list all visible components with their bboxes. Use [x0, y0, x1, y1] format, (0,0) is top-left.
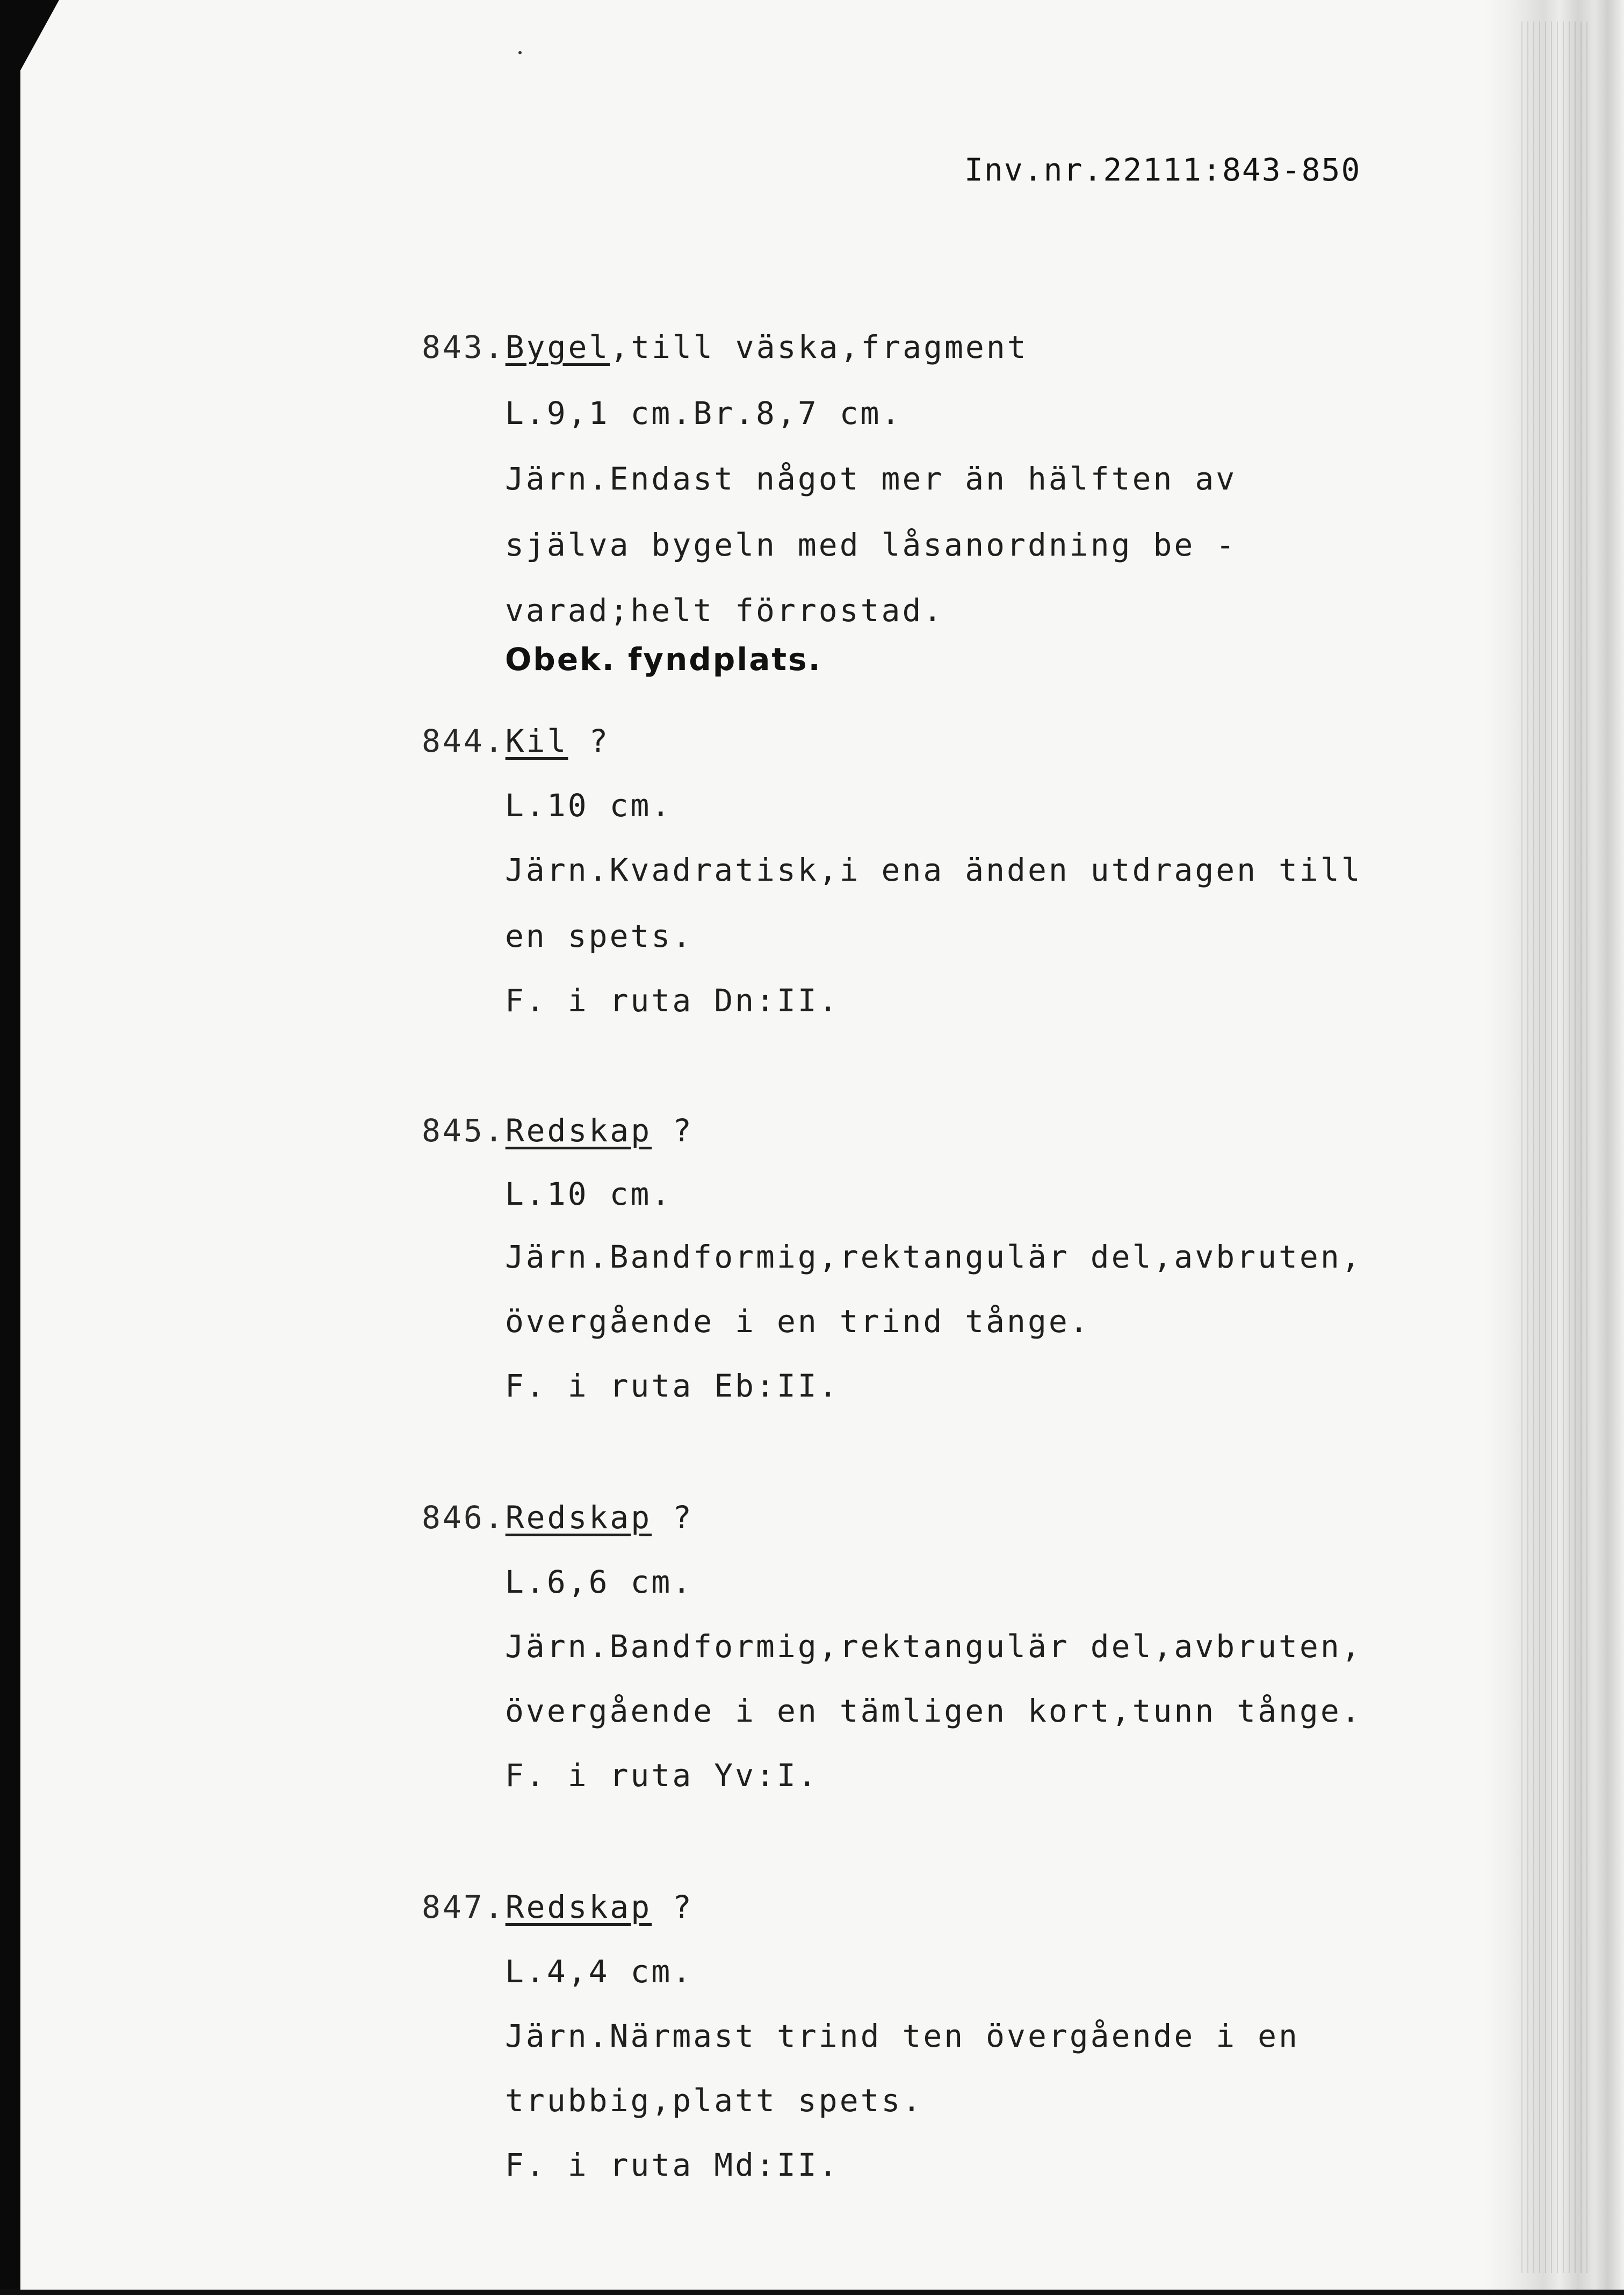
- scan-edge-corner: [0, 0, 59, 70]
- entry-number: 845.: [422, 1112, 506, 1149]
- entry-title-rest: ?: [568, 723, 610, 759]
- entry-findspot: Obek. fyndplats.: [505, 641, 822, 678]
- ink-speck: [518, 51, 522, 54]
- entry-description-line: trubbig,platt spets.: [505, 2082, 923, 2119]
- entry-description-line: övergående i en trind tånge.: [505, 1303, 1091, 1340]
- entry-title: [422, 723, 610, 759]
- entry-description-line: Järn.Bandformig,rektangulär del,avbruten,: [505, 1628, 1362, 1665]
- inventory-number-header: Inv.nr.22111:843-850: [964, 152, 1361, 188]
- entry-title: [422, 1889, 694, 1925]
- entry-number: 846.: [422, 1499, 506, 1536]
- entry-object-name: Redskap: [505, 1112, 652, 1149]
- entry-measurements: L.4,4 cm.: [505, 1953, 694, 1990]
- entry-findspot: F. i ruta Dn:II.: [505, 982, 840, 1019]
- entry-title-rest: ?: [652, 1889, 694, 1925]
- entry-description-line: en spets.: [505, 918, 694, 954]
- entry-object-name: Redskap: [505, 1889, 652, 1925]
- entry-title: [422, 1112, 694, 1149]
- entry-number: 843.: [422, 329, 506, 365]
- entry-findspot: F. i ruta Md:II.: [505, 2147, 840, 2183]
- page-stack-lines: [1517, 21, 1592, 2273]
- entry-description-line: Järn.Bandformig,rektangulär del,avbruten,: [505, 1239, 1362, 1275]
- entry-description-line: Järn.Närmast trind ten övergående i en: [505, 2018, 1300, 2054]
- entry-object-name: Redskap: [505, 1499, 652, 1536]
- entry-description-line: själva bygeln med låsanordning be -: [505, 527, 1237, 563]
- entry-description-line: varad;helt förrostad.: [505, 592, 944, 629]
- entry-object-name: Kil: [505, 723, 568, 759]
- entry-title-rest: ?: [652, 1499, 694, 1536]
- entry-title: [422, 1499, 694, 1536]
- entry-description-line: Järn.Endast något mer än hälften av: [505, 461, 1237, 497]
- entry-measurements: L.9,1 cm.Br.8,7 cm.: [505, 395, 903, 431]
- entry-title-rest: ,till väska,fragment: [610, 329, 1028, 365]
- entry-measurements: L.10 cm.: [505, 787, 673, 824]
- entry-findspot: F. i ruta Yv:I.: [505, 1757, 819, 1794]
- entry-findspot: F. i ruta Eb:II.: [505, 1368, 840, 1404]
- entry-title-rest: ?: [652, 1112, 694, 1149]
- entry-number: 844.: [422, 723, 506, 759]
- scan-edge-bottom: [0, 2290, 1624, 2295]
- entry-measurements: L.10 cm.: [505, 1176, 673, 1212]
- entry-object-name: Bygel: [505, 329, 610, 365]
- entry-description-line: Järn.Kvadratisk,i ena änden utdragen till: [505, 852, 1362, 888]
- entry-measurements: L.6,6 cm.: [505, 1564, 694, 1600]
- entry-title: [422, 329, 1028, 365]
- entry-number: 847.: [422, 1889, 506, 1925]
- entry-description-line: övergående i en tämligen kort,tunn tånge.: [505, 1693, 1362, 1729]
- scan-edge-left: [0, 0, 20, 2295]
